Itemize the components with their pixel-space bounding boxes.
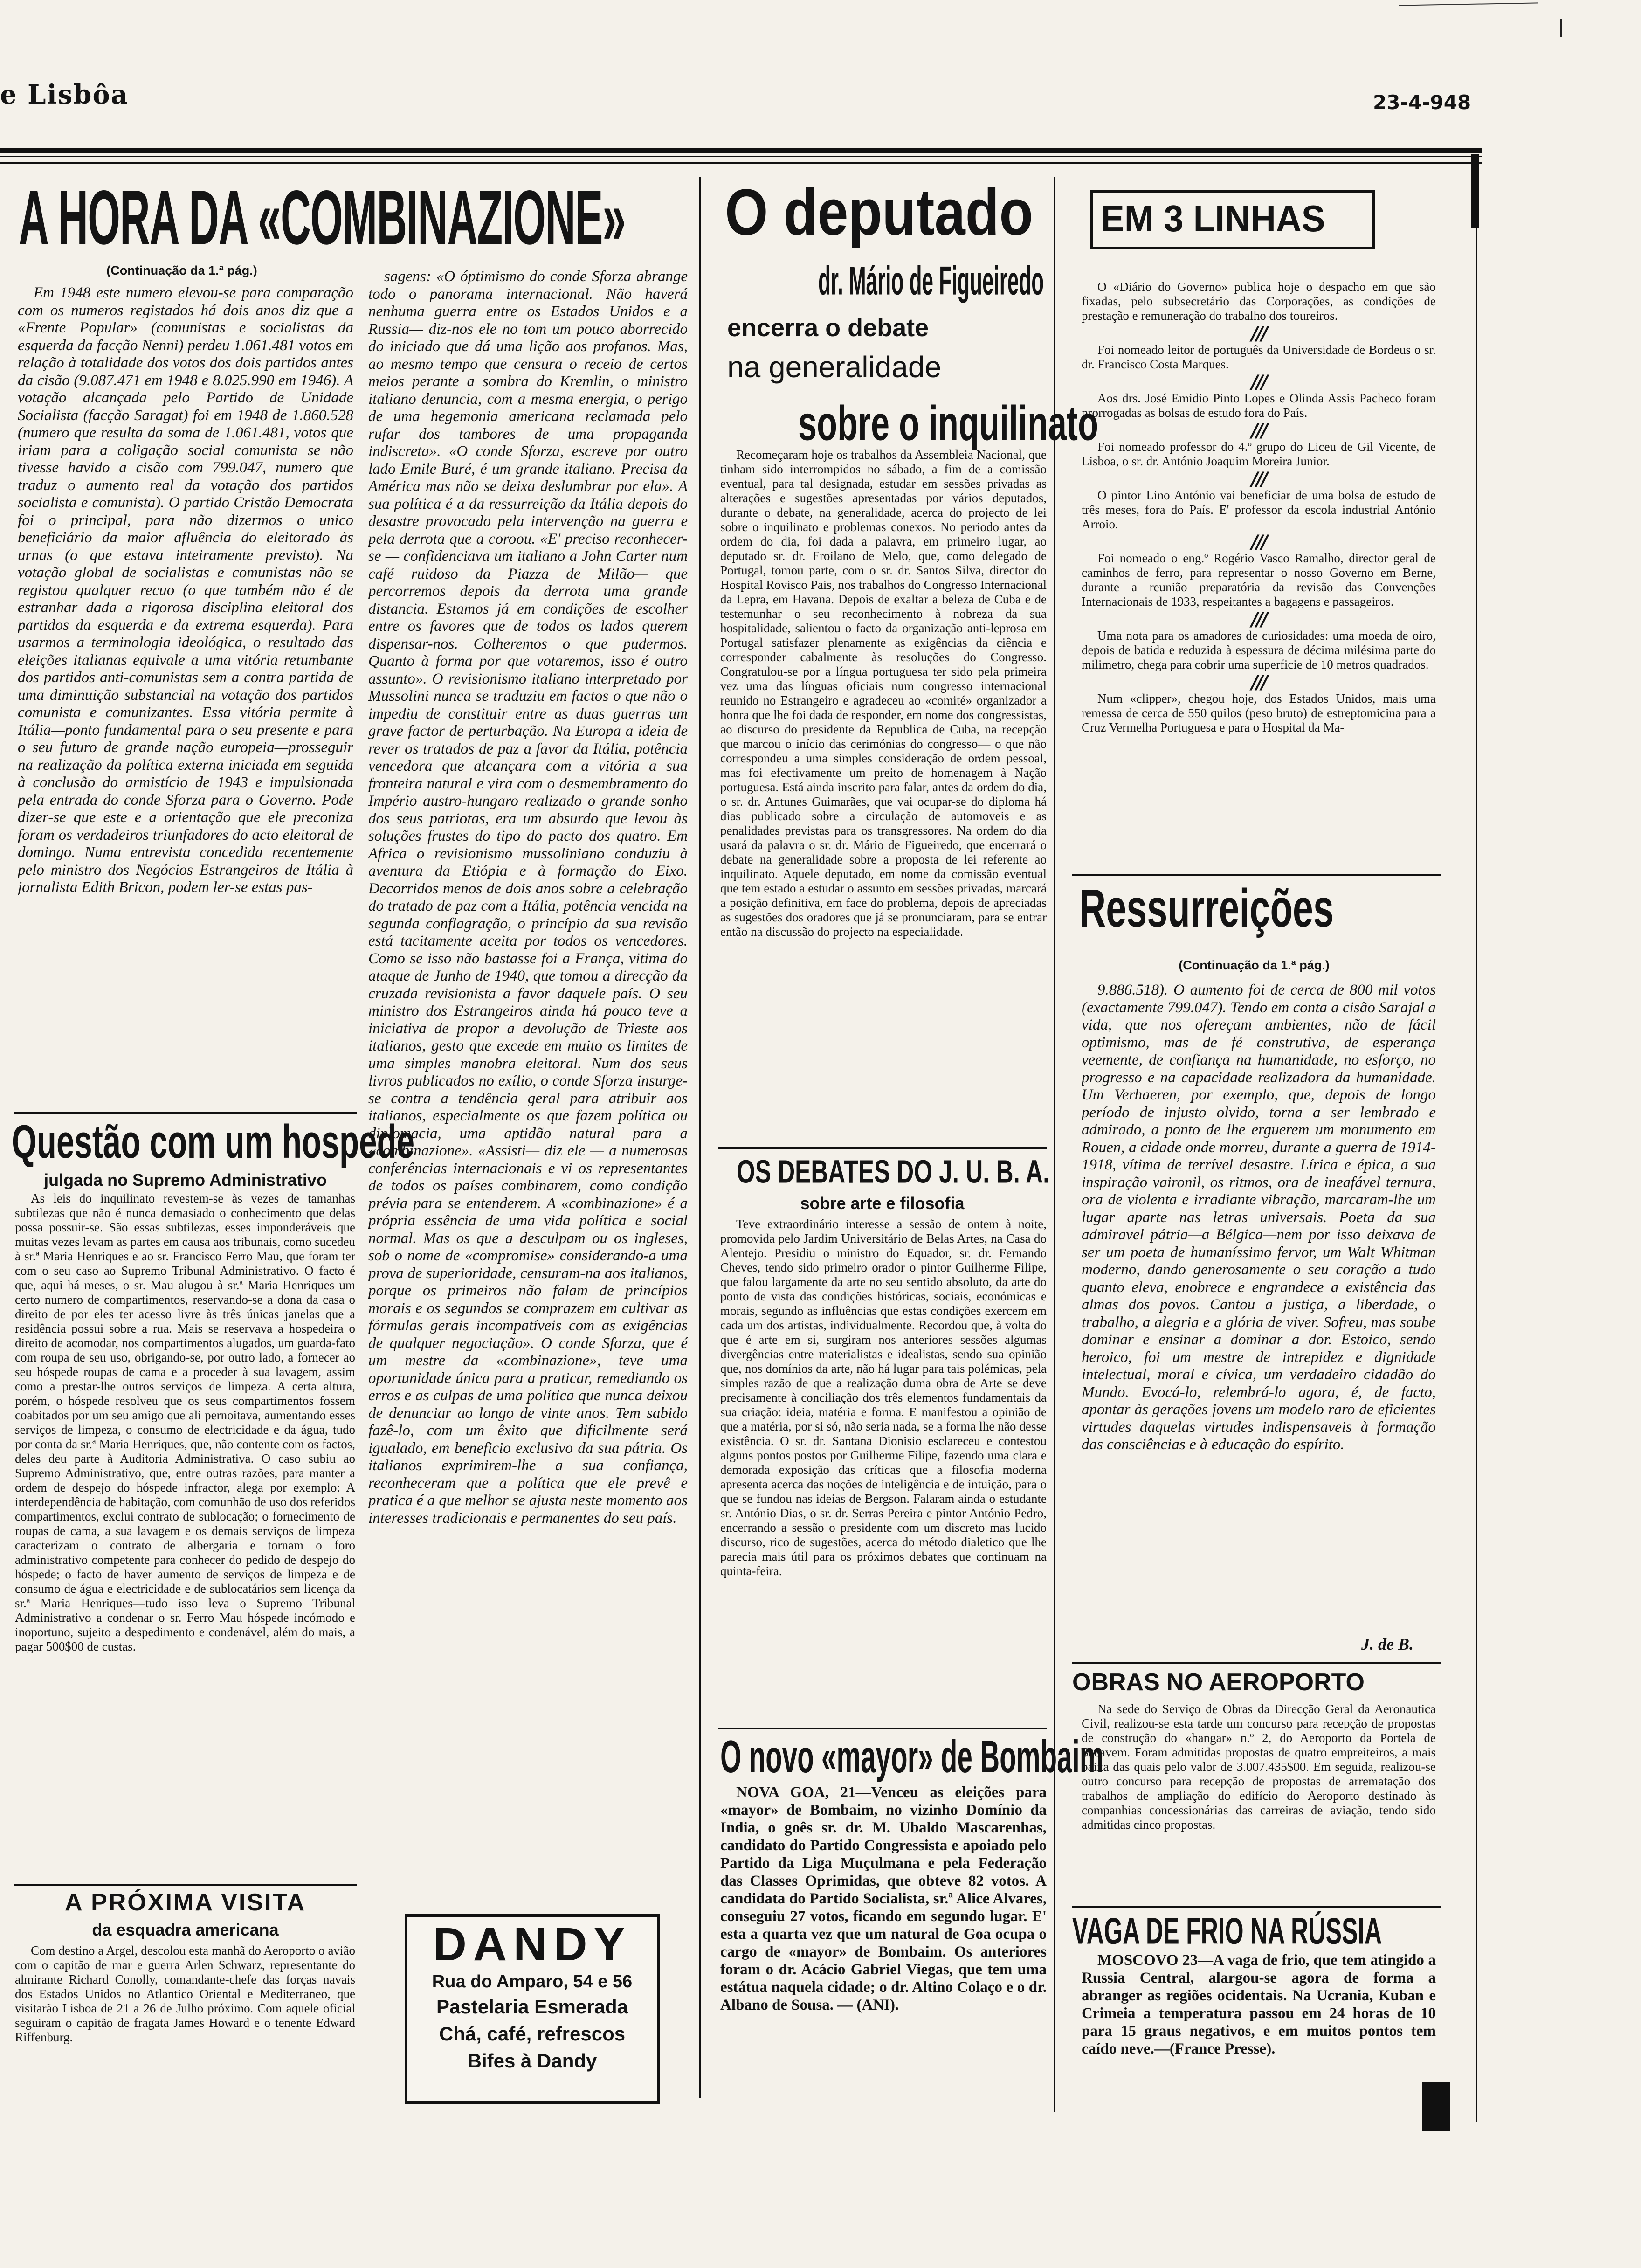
sep-7: /// [1251,672,1266,693]
dandy-address: Rua do Amparo, 54 e 56 [432,1972,633,1991]
bombaim-text: NOVA GOA, 21—Venceu as eleições para «mayor» de Bombaim, no vizinho Domínio da India, o goês sr. dr. M. Ubaldo Mascarenhas, candidato do Partido Congressista e apoiado pelo Partido da Liga Muçulmana e pela Federação das Classes Oprimidas, que obteve 82 votos. A candidata do Partido Socialista, sr.ª Alice Alvares, conseguiu 27 votos, ficando em segundo lugar. E' esta a quarta vez que um natural de Goa ocupa o cargo de «mayor» de Bombaim. Os anteriores foram o dr. Acácio Gabriel Viegas, que tem uma estátua naquela cidade; o dr. Altino Colaço e o dr. Albano de Sousa. — (ANI). [720,1784,1047,2013]
em3linhas-item-3: Aos drs. José Emidio Pinto Lopes e Olinda Assis Pacheco foram prorrogadas as bolsas de estudo fora do País. [1082,391,1436,420]
deputado-deck3: sobre o inquilinato [798,395,1098,451]
juba-headline: OS DEBATES DO J. U. B. A. [737,1153,1050,1190]
combinazione-headline: A HORA DA «COMBINAZIONE» [19,174,626,261]
visita-body [15,1943,355,2097]
combinazione-col1 [18,284,353,1217]
masthead-rule-top [0,148,1482,153]
em3linhas-headline: EM 3 LINHAS [1101,198,1325,239]
top-scan-line [1399,2,1538,6]
ressurreicoes-signature: J. de B. [1361,1635,1413,1653]
dandy-ad [405,1914,660,2104]
bombaim-headline: O novo «mayor» de Bombaim [720,1730,1104,1783]
ressurreicoes-text: 9.886.518). O aumento foi de cerca de 800 mil votos (exactamente 799.047). Tendo em conta a cisão Sarajal a vida, que nos ofereçam ambientes, não de fácil optimismo, mas de fé construtiva, de esperança veemente, de confiança na humanidade, no esforço, no progresso e na capacidade realizadora da humanidade. Um Verhaeren, por exemplo, que, depois de longo período de injusto olvido, torna a ser lembrado e admirado, a ponto de lhe erguerem um monumento em Rouen, a cidade onde morreu, durante a guerra de 1914-1918, vítima de terrível desastre. Lírica e épica, a sua inspiração vaironil, os ritmos, ora de ineafável ternura, ora de violenta e irradiante vibração, marcaram-lhe um lugar aparte nas letras universais. Poeta da sua admiravel pátria—a Bélgica—nem por isso deixava de ser um poeta de humaníssimo fervor, um Walt Whitman moderno, dando generosamente o seu coração a tudo quanto eleva, enobrece e engrandece a existência das almas dos povos. Cantou a justiça, a liberdade, o trabalho, a alegria e a glória de viver. Sofreu, mas soube dominar e ensinar a dominar a dor. Estoico, sendo heroico, foi um mestre de intrepidez e dignidade intelectual, moral e cívica, um verdadeiro cidadão do Mundo. Evocá-lo, relembrá-lo agora, é, de facto, apontar às gerações jovens um modelo raro de eficientes virtudes daquelas virtudes indispensaveis à formação das consciências e à educação do espírito. [1082,982,1436,1453]
deputado-deck1: encerra o debate [727,314,929,342]
bombaim-body [720,1784,1047,2098]
hospede-headline: Questão com um hospede [12,1115,415,1169]
dandy-bifes: Bifes à Dandy [467,2050,597,2072]
aeroporto-text: Na sede do Serviço de Obras da Direcção Geral da Aeronautica Civil, realizou-se esta tarde um concurso para recepção de propostas de construção do «hangar» n.º 2, do Aeroporto da Portela de Sacavem. Foram admitidas propostas de quatro empreiteiros, a mais baixa das quais pelo valor de 3.007.435$00. Em seguida, realizou-se outro concurso para recepção de propostas de arrematação dos trabalhos de ampliação do edifício do Aeroporto destinado às companhias concessionárias das carreiras de aviação, tendo sido admitidas cinco propostas. [1082,1702,1436,1832]
em3linhas-item-6: Foi nomeado o eng.º Rogério Vasco Ramalho, director geral de caminhos de ferro, para representar o nosso Governo em Berne, durante a reunião preparatória da revisão das Convenções Internacionais de 1933, respeitantes a bagagens e passageiros. [1082,551,1436,608]
deputado-body [720,448,1047,1147]
ressurreicoes-body [1082,982,1436,1630]
ressurreicoes-headline: Ressurreições [1079,878,1334,939]
frio-text: MOSCOVO 23—A vaga de frio, que tem atingido a Russia Central, alargou-se agora de forma a abranger as regiões ocidentais. Na Ucrania, Kuban e Crimeia a temperatura passou em 24 horas de 10 para 15 graus negativos, e em muitos pontos tem caído neve.—(France Presse). [1082,1952,1436,2057]
visita-text: Com destino a Argel, descolou esta manhã do Aeroporto o avião com o capitão de mar e guerra Arlen Schwarz, representante do almirante Richard Conolly, comandante-chefe das forças navais dos Estados Unidos no Atlantico Oriental e Mediterraneo, que visitarão Lisboa de 21 a 26 de Julho próximo. Com aquele oficial seguiram o capitão de fragata James Howard e o tenente Edward Riffenburg. [15,1943,355,2044]
right-border-vertical [1476,154,1477,2122]
juba-text: Teve extraordinário interesse a sessão de ontem à noite, promovida pelo Jardim Universitário de Belas Artes, na Casa do Alentejo. Presidiu o ministro do Equador, sr. dr. Fernando Cheves, tendo sido primeiro orador o pintor Guilherme Filipe, que falou largamente da arte no seu sentido absoluto, da arte do ponto de vista das condições históricas, sociais, económicas e morais, segundo as influências que estas condições exercem em cada um dos artistas, individualmente. Recordou que, à volta do que é arte em si, surgiram nos anteriores sessões algumas divergências entre materialistas e idealistas, sendo sua opinião que, nos domínios da arte, não há lugar para tais polémicas, pela simples razão de que a realização duma obra de Arte se deve precisamente à conciliação dos três elementos fundamentais da sua criação: ideia, matéria e forma. E manifestou a opinião de que a matéria, por si só, não seria nada, se a forma lhe não desse existência. O sr. dr. Santana Dionisio esclareceu e contestou alguns pontos postos por Guilherme Filipe, fazendo uma clara e demorada exposição das críticas que a filosofia moderna apresenta acerca das noções de inteligência e de intuição, para o que se fundou nas ideias de Bergson. Falaram ainda o estudante sr. António Dias, o sr. dr. Serras Pereira e pintor António Pedro, encerrando a sessão o presidente com um discreto mas lucido discurso, rico de sugestões, acerca do método dialetico que lhe parecia mais útil para os próximos debates que continuam na quinta-feira. [720,1217,1047,1578]
em3linhas-item-8: Num «clipper», chegou hoje, dos Estados Unidos, mais uma remessa de cerca de 550 quilos (peso bruto) de estreptomicina para a Cruz Vermelha Portuguesa e para o Hospital da Ma- [1082,691,1436,734]
frio-body [1082,1951,1436,2105]
hospede-text: As leis do inquilinato revestem-se às vezes de tamanhas subtilezas que não é nunca demasiado o conhecimento que delas possa possuir-se. São essas subtilezas, esses imponderáveis que muitas vezes levam as partes em causa aos tribunais, como sucedeu à sr.ª Maria Henriques e ao sr. Francisco Ferro Mau, que foram ter com o seu caso ao Supremo Tribunal Administrativo. O facto é que, aqui há meses, o sr. Mau alugou à sr.ª Maria Henriques um certo numero de compartimentos, reservando-se a dona da casa o direito de por eles ter acesso livre às três únicas janelas que a residência possui sobre a rua. Mais se reservava a hospedeira o direito de acomodar, nos compartimentos alugados, um guarda-fato com roupa de seu uso, obrigando-se, por outro lado, a fornecer ao seu hóspede roupas de cama e a proceder à sua lavagem, assim como a prestar-lhe outros serviços de limpeza. A certa altura, porém, o hóspede resolveu que os seus compartimentos fossem coabitados por um seu amigo que ali pernoitava, aumentando esses serviços de limpeza, o consumo de electricidade e da água, tudo por conta da sr.ª Maria Henriques, que, não contente com os factos, deles deu parte à Auditoria Administrativa. O caso subiu ao Supremo Administrativo, que, entre outras razões, para manter a ordem de despejo do hóspede infractor, alega por exemplo: A interdependência de habitação, com comunhão de uso dos referidos compartimentos, exclui contrato de sublocação; o fornecimento de roupas de cama, a sua lavagem e os demais serviços de limpeza caracterizam o contrato de albergaria e tornam o foro administrativo competente para conhecer do pedido de despejo do hóspede; o facto de haver aumento de serviços de limpeza e de consumo de água e electricidade e de sublocatários sem licença da sr.ª Maria Henriques—tudo isso leva o Supremo Tribunal Administrativo a condenar o sr. Ferro Mau hóspede incómodo e inoportuno, sujeito a despedimento e condenável, além do mais, a pagar 500$00 de custas. [15,1191,355,1653]
hospede-body [15,1191,355,1874]
col1-divider-b [14,1884,357,1886]
dandy-brand: DANDY [433,1918,632,1971]
col4-divider-a [1072,874,1441,876]
em3linhas-item-2: Foi nomeado leitor de português da Universidade de Bordeus o sr. dr. Francisco Costa Marques. [1082,343,1436,371]
sep-2: /// [1251,372,1266,393]
right-border-top [1471,154,1479,228]
juba-sub: sobre arte e filosofia [800,1194,965,1213]
hospede-sub: julgada no Supremo Administrativo [44,1170,327,1189]
em3linhas-item-1: O «Diário do Governo» publica hoje o despacho em que são fixadas, pelo subsecretário das Corporações, as condições de prestação e remuneração do trabalho dos toureiros. [1082,280,1436,323]
sep-1: /// [1251,323,1266,345]
right-edge-mark [1560,19,1562,37]
deputado-deck2: na generalidade [727,350,942,384]
deputado-text: Recomeçaram hoje os trabalhos da Assembleia Nacional, que tinham sido interrompidos no sábado, a fim de a comissão eventual, para tal designada, estudar em sessões privadas as alterações e sugestões apresentadas por vários deputados, durante o debate, na generalidade, acerca do projecto de lei sobre o inquilinato e problemas conexos. No periodo antes da ordem do dia, foi dada a palavra, em primeiro lugar, ao deputado sr. dr. Froilano de Melo, que, como delegado de Portugal, tomou parte, com o sr. dr. Santos Silva, director do Hospital Rovisco Pais, nos trabalhos do Congresso Internacional da Lepra, em Havana. Depois de exaltar a beleza de Cuba e de testemunhar o seu reconhecimento à nobreza da sua hospitalidade, salientou o facto da organização anti-leprosa em Portugal satisfazer plenamente as exigências da ciência e corresponder cabalmente às resoluções do Congresso. Congratulou-se por a língua portuguesa ter sido pela primeira vez uma das línguas oficiais num congresso internacional reunido no Estrangeiro e agradeceu ao «comité» organizador a honra que lhe foi dada de responder, em nome dos congressistas, ao discurso do presidente da Republica de Cuba, na recepção que marcou o início das cerimónias do congresso— o que não correspondeu a uma simples consideração de ordem pessoal, mas foi efectivamente um preito de homenagem à Nação portuguesa. Está ainda inscrito para falar, antes da ordem do dia, o sr. dr. Antunes Guimarães, que vai ocupar-se do diploma há dias publicado sobre a circulação de automoveis e as penalidades previstas para os transgressores. Na ordem do dia usará da palavra o sr. dr. Mário de Figueiredo, que encerrará o debate na generalidade sobre a proposta de lei referente ao inquilinato. Aquele deputado, em nome da comissão eventual que tem estado a estudar o assunto em sessões privadas, marcará a posição definitiva, em face do problema, depois de apreciadas as sugestões dos oradores que já se pronunciaram, para se entrar então na discussão do projecto na especialidade. [720,448,1047,939]
deputado-headline: O deputado [725,175,1034,249]
col1-divider-a [14,1112,357,1114]
aeroporto-body [1082,1702,1436,1902]
em3linhas-item-4: Foi nomeado professor do 4.º grupo do Liceu de Gil Vicente, de Lisboa, o sr. dr. António Joaquim Moreira Junior. [1082,440,1436,468]
sep-5: /// [1251,532,1266,553]
masthead-date: 23-4-948 [1373,91,1471,114]
column-rule-2 [1054,177,1055,2112]
frio-headline: VAGA DE FRIO NA RÚSSIA [1072,1910,1382,1952]
sep-3: /// [1251,420,1266,442]
visita-sub: da esquadra americana [92,1920,279,1939]
em3linhas-box [1090,190,1375,249]
dandy-pastelaria: Pastelaria Esmerada [436,1996,628,2018]
sep-4: /// [1251,469,1266,490]
visita-headline: A PRÓXIMA VISITA [65,1889,306,1916]
combinazione-col2-text: sagens: «O óptimismo do conde Sforza abrange todo o panorama internacional. Não haverá nenhuma guerra entre os Estados Unidos e a Russia— diz-nos ele no tom um pouco aborrecido do iniciado que dá uma lição aos profanos. Mas, ao mesmo tempo que censura o receio de certos meios perante a sombra do Kremlin, o ministro italiano denuncia, com a mesma energia, o perigo de uma hegemonia americana reclamada pelo rufar dos tambores de uma propaganda indiscreta». «O conde Sforza, escreve por outro lado Emile Buré, é um grande italiano. Precisa da América mas não se deixa deslumbrar por ela». A sua política é a da ressurreição da Itália depois do desastre provocado pela intervenção na guerra e pela derrota que a coroou. «E' preciso reconhecer-se — confidenciava um italiano a John Carter num café ruidoso da Piazza de Milão— que percorremos depois da derrota uma grande distancia. Estamos já em condições de escolher entre os favores que de todos os lados querem dispensar-nos. Colheremos o que pudermos. Quanto à forma por que votaremos, isso é outro assunto». O revisionismo italiano interpretado por Mussolini nunca se traduziu em factos o que não o impediu de constituir entre as duas guerras um grave factor de perturbação. Na Europa a ideia de rever os tratados de paz a favor da Itália, potência vencedora que alcançara com a vitória a sua fronteira natural e vira com o desmembramento do Império austro-hungaro realizado o grande sonho dos seus patriotas, era um absurdo que levou às soluções frustes do tipo do pacto dos quatro. Em Africa o revisionismo mussoliniano conduziu à aventura da Etiópia e à formação do Eixo. Decorridos menos de dois anos sobre a celebração do tratado de paz com a Itália, potência vencida na segunda conflagração, o princípio da sua revisão está tacitamente aceita por todos os vencedores. Como se isso não bastasse foi a França, vitima do ataque de Junho de 1940, que tomou a direcção da cruzada revisionista a favor daquele país. O seu ministro dos Estrangeiros ainda há pouco teve a iniciativa de propor a devolução de Trieste aos italianos, gesto que excede em muito os limites de uma simples manobra eleitoral. Num dos seus livros publicados no exílio, o conde Sforza insurge-se contra a tendência geral para atribuir aos italianos, especialmente os que fazem política ou diplomacia, uma aptidão natural para a «combinazione». «Assisti— diz ele — a numerosas conferências internacionais e vi os representantes de todos os países combinarem, como condição prévia para se entenderem. A «combinazione» é a própria essência de uma vida política e social normal. Mas os que a desculpam ou os ingleses, sob o nome de «compromise» considerando-a uma prova de superioridade, censuram-na aos italianos, porque os primeiros não falam de princípios morais e os segundos se comprazem em cultivar as fórmulas gerais incompatíveis com as exigências de qualquer negociação». O conde Sforza, que é um mestre da «combinazione», teve uma oportunidade única para a praticar, remediando os erros e as culpas de uma política que nunca deixou de denunciar ao longo de vinte anos. Tem sabido fazê-lo, com um êxito que dificilmente será igualado, em beneficio exclusivo da sua pátria. Os italianos exprimirem-lhe a sua confiança, reconheceram que a política que ele prevê e pratica é a que melhor se ajusta neste momento aos interesses tradicionais e permanentes do seu país. [368,268,688,1527]
aeroporto-headline: OBRAS NO AEROPORTO [1072,1669,1365,1696]
combinazione-col2 [368,268,688,1914]
col4-divider-b [1072,1662,1441,1664]
combinazione-col1-text: Em 1948 este numero elevou-se para comparação com os numeros registados há dois anos diz que a «Frente Popular» (comunistas e socialistas da esquerda da facção Nenni) perdeu 1.061.481 votos em relação à totalidade dos votos dos dois partidos antes da cisão (9.087.471 em 1948 e 8.025.990 em 1946). A votação alcançada pelo Partido de Unidade Socialista (facção Saragat) foi em 1948 de 1.860.528 (numero que resulta da soma de 1.061.481, votos que iriam para a coligação social comunista se não tivesse havido a cisão com 799.047, numero que traduz o aumento real da votação dos partidos socialista e comunista). O partido Cristão Democrata foi o principal, para não dizermos o unico beneficiário da maior afluência do eleitorado às urnas (o que estava inteiramente previsto). Na votação global de socialistas e comunistas não se registou qualquer recuo (o que também não é de estranhar dada a rigorosa disciplina eleitoral dos partidos da esquerda e da extrema esquerda). Para usarmos a terminologia ideológica, o resultado das eleições italianas equivale a uma vitória retumbante dos partidos anti-comunistas sem a contra partida de uma diminuição substancial na votação dos partidos comunista e comunizantes. Essa vitória permite à Itália—ponto fundamental para o seu presente e para o seu futuro de grande nação europeia—prosseguir na realização da política externa iniciada em seguida à conclusão do armistício de 1943 e impulsionada pela entrada do conde Sforza para o Governo. Pode dizer-se que este e a orientação que ele preconiza foram os verdadeiros triunfadores do acto eleitoral de domingo. Numa entrevista concedida recentemente pelo ministro dos Negócios Estrangeiros de Itália à jornalista Edith Bricon, podem ler-se estas pas- [18,284,353,896]
column-rule-1 [699,177,701,2098]
sep-6: /// [1251,609,1266,630]
masthead-rule-thin-2 [0,162,1482,164]
em3linhas-items [1082,280,1436,858]
col3-divider-b [718,1728,1047,1729]
deputado-name: dr. Mário de Figueiredo [818,258,1044,304]
em3linhas-item-5: O pintor Lino António vai beneficiar de uma bolsa de estudo de três meses, fora do País. E' professor da escola industrial António Arroio. [1082,488,1436,531]
combinazione-continuation: (Continuação da 1.ª pág.) [106,263,257,277]
col4-divider-c [1072,1906,1441,1908]
ressurreicoes-continuation: (Continuação da 1.ª pág.) [1179,958,1330,972]
masthead-name: e Lisbôa [0,79,129,110]
dandy-cha: Chá, café, refrescos [439,2023,626,2045]
col3-divider-a [718,1147,1047,1149]
em3linhas-item-7: Uma nota para os amadores de curiosidades: uma moeda de oiro, depois de batida e reduzida à espessura de décima milésima parte do milimetro, chega para cobrir uma superficie de 10 metros quadrados. [1082,629,1436,671]
masthead-rule-thin [0,156,1482,157]
juba-body [720,1217,1047,1700]
